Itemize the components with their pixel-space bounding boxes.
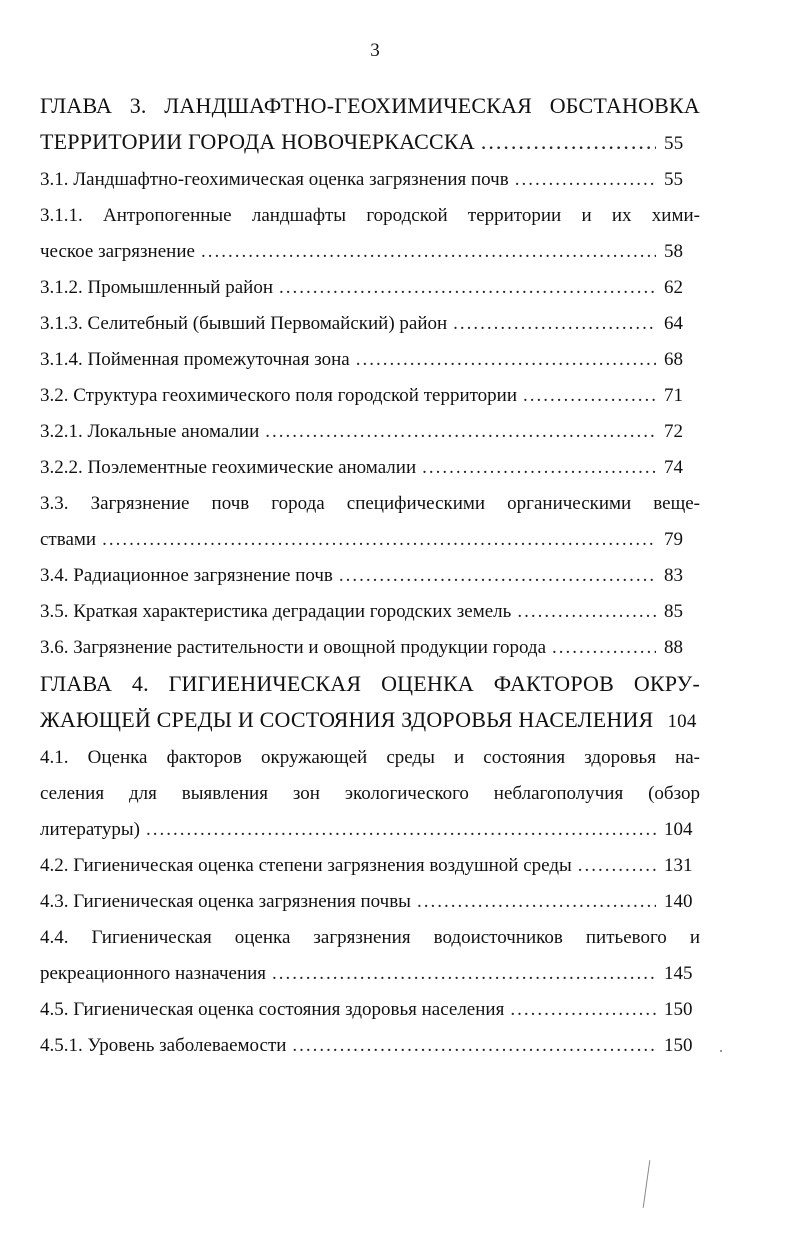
toc-section-3-3[interactable] <box>40 486 700 558</box>
toc-entry-text: 3.1.2. Промышленный район <box>40 277 273 298</box>
toc-entry-text: 4.5. Гигиеническая оценка состояния здоровья населения <box>40 999 505 1020</box>
toc-page-number: 62 <box>664 277 683 298</box>
toc-page-number: 140 <box>664 891 693 912</box>
dot-leader <box>102 522 656 558</box>
toc-section-3-2-2[interactable] <box>40 450 700 486</box>
toc-chapter-3[interactable] <box>40 88 700 162</box>
dot-leader <box>272 956 656 992</box>
toc-entry-text: 3.6. Загрязнение растительности и овощной продукции города <box>40 637 546 658</box>
toc-page-number: 68 <box>664 349 683 370</box>
toc-page-number: 104 <box>667 711 697 732</box>
toc-entry-text: ческое загрязнение <box>40 241 195 262</box>
dot-leader <box>339 558 656 594</box>
toc-entry-text: ЖАЮЩЕЙ СРЕДЫ И СОСТОЯНИЯ ЗДОРОВЬЯ НАСЕЛЕНИЯ <box>40 707 654 732</box>
toc-entry-text: ГЛАВА 4. ГИГИЕНИЧЕСКАЯ ОЦЕНКА ФАКТОРОВ ОКРУ- <box>40 671 700 696</box>
toc-entry-text: 3.1.3. Селитебный (бывший Первомайский) район <box>40 313 448 334</box>
toc-entry-text: 3.1. Ландшафтно-геохимическая оценка загрязнения почв <box>40 169 509 190</box>
dot-leader <box>356 342 656 378</box>
toc-entry-text: 3.2.2. Поэлементные геохимические аномалии <box>40 457 417 478</box>
toc-section-4-4[interactable] <box>40 920 700 992</box>
toc-page-number: 55 <box>664 133 684 154</box>
scan-artifact <box>643 1160 651 1208</box>
dot-leader <box>146 812 656 848</box>
toc-page-number: 74 <box>664 457 683 478</box>
toc-page-number: 145 <box>664 963 693 984</box>
toc-page-number: 150 <box>664 999 693 1020</box>
toc-section-4-2[interactable] <box>40 848 700 884</box>
scan-artifact <box>720 1050 722 1052</box>
dot-leader <box>279 270 656 306</box>
toc-entry-text: 3.2. Структура геохимического поля городской территории <box>40 385 518 406</box>
toc-section-4-5-1[interactable] <box>40 1028 700 1064</box>
toc-section-3-1-3[interactable] <box>40 306 700 342</box>
toc-section-3-2[interactable] <box>40 378 700 414</box>
toc-entry-text: 4.5.1. Уровень заболеваемости <box>40 1035 287 1056</box>
toc-entry-text: 3.2.1. Локальные аномалии <box>40 421 260 442</box>
toc-section-4-5[interactable] <box>40 992 700 1028</box>
dot-leader <box>481 124 656 160</box>
toc-chapter-4[interactable] <box>40 666 700 740</box>
toc-section-3-5[interactable] <box>40 594 700 630</box>
toc-page-number: 64 <box>664 313 683 334</box>
dot-leader <box>292 1028 656 1064</box>
toc-page-number: 79 <box>664 529 683 550</box>
toc-page-number: 72 <box>664 421 683 442</box>
toc-page-number: 83 <box>664 565 683 586</box>
toc-section-3-1-2[interactable] <box>40 270 700 306</box>
page-number: 3 <box>370 40 380 61</box>
dot-leader <box>517 594 656 630</box>
toc-section-4-3[interactable] <box>40 884 700 920</box>
table-of-contents <box>40 88 700 1064</box>
toc-entry-text: рекреационного назначения <box>40 963 267 984</box>
dot-leader <box>453 306 656 342</box>
toc-entry-text: ствами <box>40 529 97 550</box>
toc-entry-text: 3.1.1. Антропогенные ландшафты городской территории и их хими- <box>40 205 700 226</box>
toc-entry-text: 3.3. Загрязнение почв города специфическими органическими веще- <box>40 493 700 514</box>
toc-entry-text: 4.2. Гигиеническая оценка степени загрязнения воздушной среды <box>40 855 572 876</box>
toc-page-number: 71 <box>664 385 683 406</box>
toc-entry-text: 3.4. Радиационное загрязнение почв <box>40 565 333 586</box>
toc-page-number: 85 <box>664 601 683 622</box>
toc-page-number: 88 <box>664 637 683 658</box>
dot-leader <box>552 630 656 666</box>
toc-page-number: 150 <box>664 1035 693 1056</box>
toc-section-3-1-1[interactable] <box>40 198 700 270</box>
toc-section-4-1[interactable] <box>40 740 700 848</box>
dot-leader <box>515 162 656 198</box>
toc-entry-text: 3.5. Краткая характеристика деградации городских земель <box>40 601 512 622</box>
toc-entry-text: 4.3. Гигиеническая оценка загрязнения почвы <box>40 891 411 912</box>
dot-leader <box>265 414 656 450</box>
toc-page-number: 55 <box>664 169 683 190</box>
toc-entry-text: литературы) <box>40 819 140 840</box>
toc-entry-text: 4.1. Оценка факторов окружающей среды и состояния здоровья на- <box>40 747 700 768</box>
dot-leader <box>523 378 656 414</box>
dot-leader <box>417 884 656 920</box>
toc-section-3-6[interactable] <box>40 630 700 666</box>
toc-entry-text: 4.4. Гигиеническая оценка загрязнения водоисточников питьевого и <box>40 927 700 948</box>
toc-section-3-1[interactable] <box>40 162 700 198</box>
toc-page-number: 104 <box>664 819 693 840</box>
toc-entry-text: ТЕРРИТОРИИ ГОРОДА НОВОЧЕРКАССКА <box>40 129 475 154</box>
toc-section-3-1-4[interactable] <box>40 342 700 378</box>
toc-section-3-2-1[interactable] <box>40 414 700 450</box>
toc-entry-text: ГЛАВА 3. ЛАНДШАФТНО-ГЕОХИМИЧЕСКАЯ ОБСТАНОВКА <box>40 93 700 118</box>
dot-leader <box>510 992 656 1028</box>
dot-leader <box>422 450 656 486</box>
dot-leader <box>578 848 656 884</box>
toc-entry-text: селения для выявления зон экологического неблагополучия (обзор <box>40 783 700 804</box>
dot-leader <box>201 234 656 270</box>
toc-page-number: 58 <box>664 241 683 262</box>
toc-page-number: 131 <box>664 855 693 876</box>
toc-section-3-4[interactable] <box>40 558 700 594</box>
toc-entry-text: 3.1.4. Пойменная промежуточная зона <box>40 349 350 370</box>
